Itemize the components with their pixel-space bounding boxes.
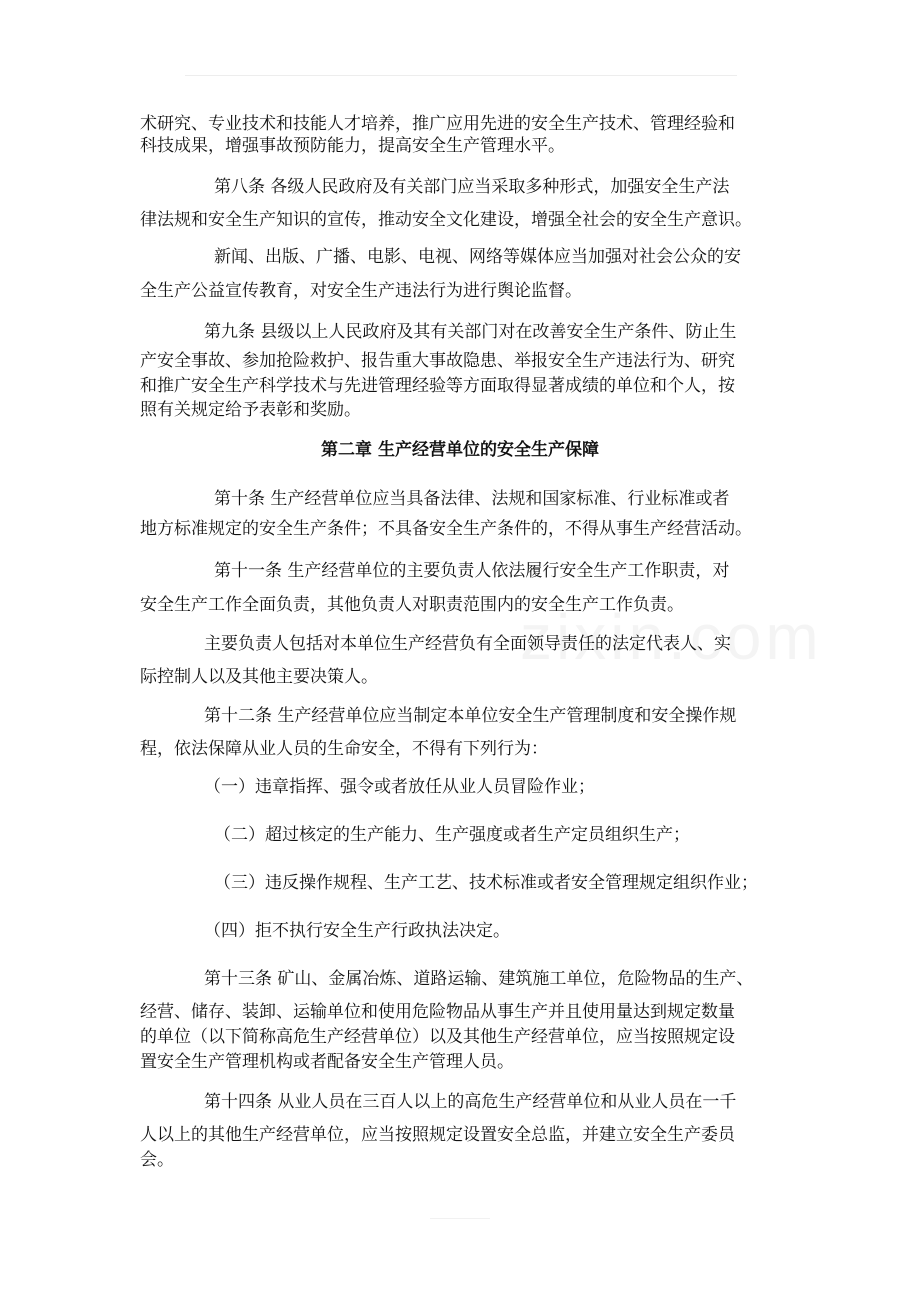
footer-mark (430, 1218, 490, 1223)
article-13-line: 第十三条 矿山、金属冶炼、道路运输、建筑施工单位，危险物品的生产、 (204, 969, 754, 989)
text-line: 程，依法保障从业人员的生命安全，不得有下列行为： (140, 739, 548, 759)
text-line: 照有关规定给予表彰和奖励。 (140, 400, 361, 420)
article-11-line: 第十一条 生产经营单位的主要负责人依法履行安全生产工作职责，对 (214, 561, 730, 581)
text-line: 会。 (140, 1150, 174, 1170)
article-8-line: 第八条 各级人民政府及有关部门应当采取多种形式，加强安全生产法 (214, 177, 730, 197)
article-14-line: 第十四条 从业人员在三百人以上的高危生产经营单位和从业人员在一千 (204, 1092, 737, 1112)
list-item: （三）违反操作规程、生产工艺、技术标准或者安全管理规定组织作业； (214, 873, 758, 893)
text-line: 际控制人以及其他主要决策人。 (140, 667, 378, 687)
article-9-line: 第九条 县级以上人民政府及其有关部门对在改善安全生产条件、防止生 (204, 322, 737, 342)
text-line: 新闻、出版、广播、电影、电视、网络等媒体应当加强对社会公众的安 (214, 247, 741, 267)
text-line: 地方标准规定的安全生产条件；不具备安全生产条件的，不得从事生产经营活动。 (140, 519, 752, 539)
text-line: 安全生产工作全面负责，其他负责人对职责范围内的安全生产工作负责。 (140, 595, 684, 615)
text-line: 人以上的其他生产经营单位，应当按照规定设置安全总监，并建立安全生产委员 (140, 1125, 735, 1145)
text-line: 科技成果，增强事故预防能力，提高安全生产管理水平。 (140, 136, 565, 156)
chapter-heading: 第二章 生产经营单位的安全生产保障 (321, 440, 599, 460)
text-line: 律法规和安全生产知识的宣传，推动安全文化建设，增强全社会的安全生产意识。 (140, 210, 752, 230)
header-rule (185, 75, 737, 76)
text-line: 术研究、专业技术和技能人才培养，推广应用先进的安全生产技术、管理经验和 (140, 114, 735, 134)
text-line: 主要负责人包括对本单位生产经营负有全面领导责任的法定代表人、实 (204, 634, 731, 654)
article-12-line: 第十二条 生产经营单位应当制定本单位安全生产管理制度和安全操作规 (204, 706, 737, 726)
text-line: 和推广安全生产科学技术与先进管理经验等方面取得显著成绩的单位和个人，按 (140, 376, 735, 396)
text-line: 经营、储存、装卸、运输单位和使用危险物品从事生产并且使用量达到规定数量 (140, 1002, 735, 1022)
text-line: 全生产公益宣传教育，对安全生产违法行为进行舆论监督。 (140, 281, 582, 301)
list-item: （四）拒不执行安全生产行政执法决定。 (204, 921, 510, 941)
text-line: 置安全生产管理机构或者配备安全生产管理人员。 (140, 1052, 514, 1072)
article-10-line: 第十条 生产经营单位应当具备法律、法规和国家标准、行业标准或者 (214, 489, 730, 509)
text-line: 产安全事故、参加抢险救护、报告重大事故隐患、举报安全生产违法行为、研究 (140, 351, 735, 371)
list-item: （一）违章指挥、强令或者放任从业人员冒险作业； (204, 777, 595, 797)
list-item: （二）超过核定的生产能力、生产强度或者生产定员组织生产； (214, 825, 690, 845)
text-line: 的单位（以下简称高危生产经营单位）以及其他生产经营单位，应当按照规定设 (140, 1027, 735, 1047)
